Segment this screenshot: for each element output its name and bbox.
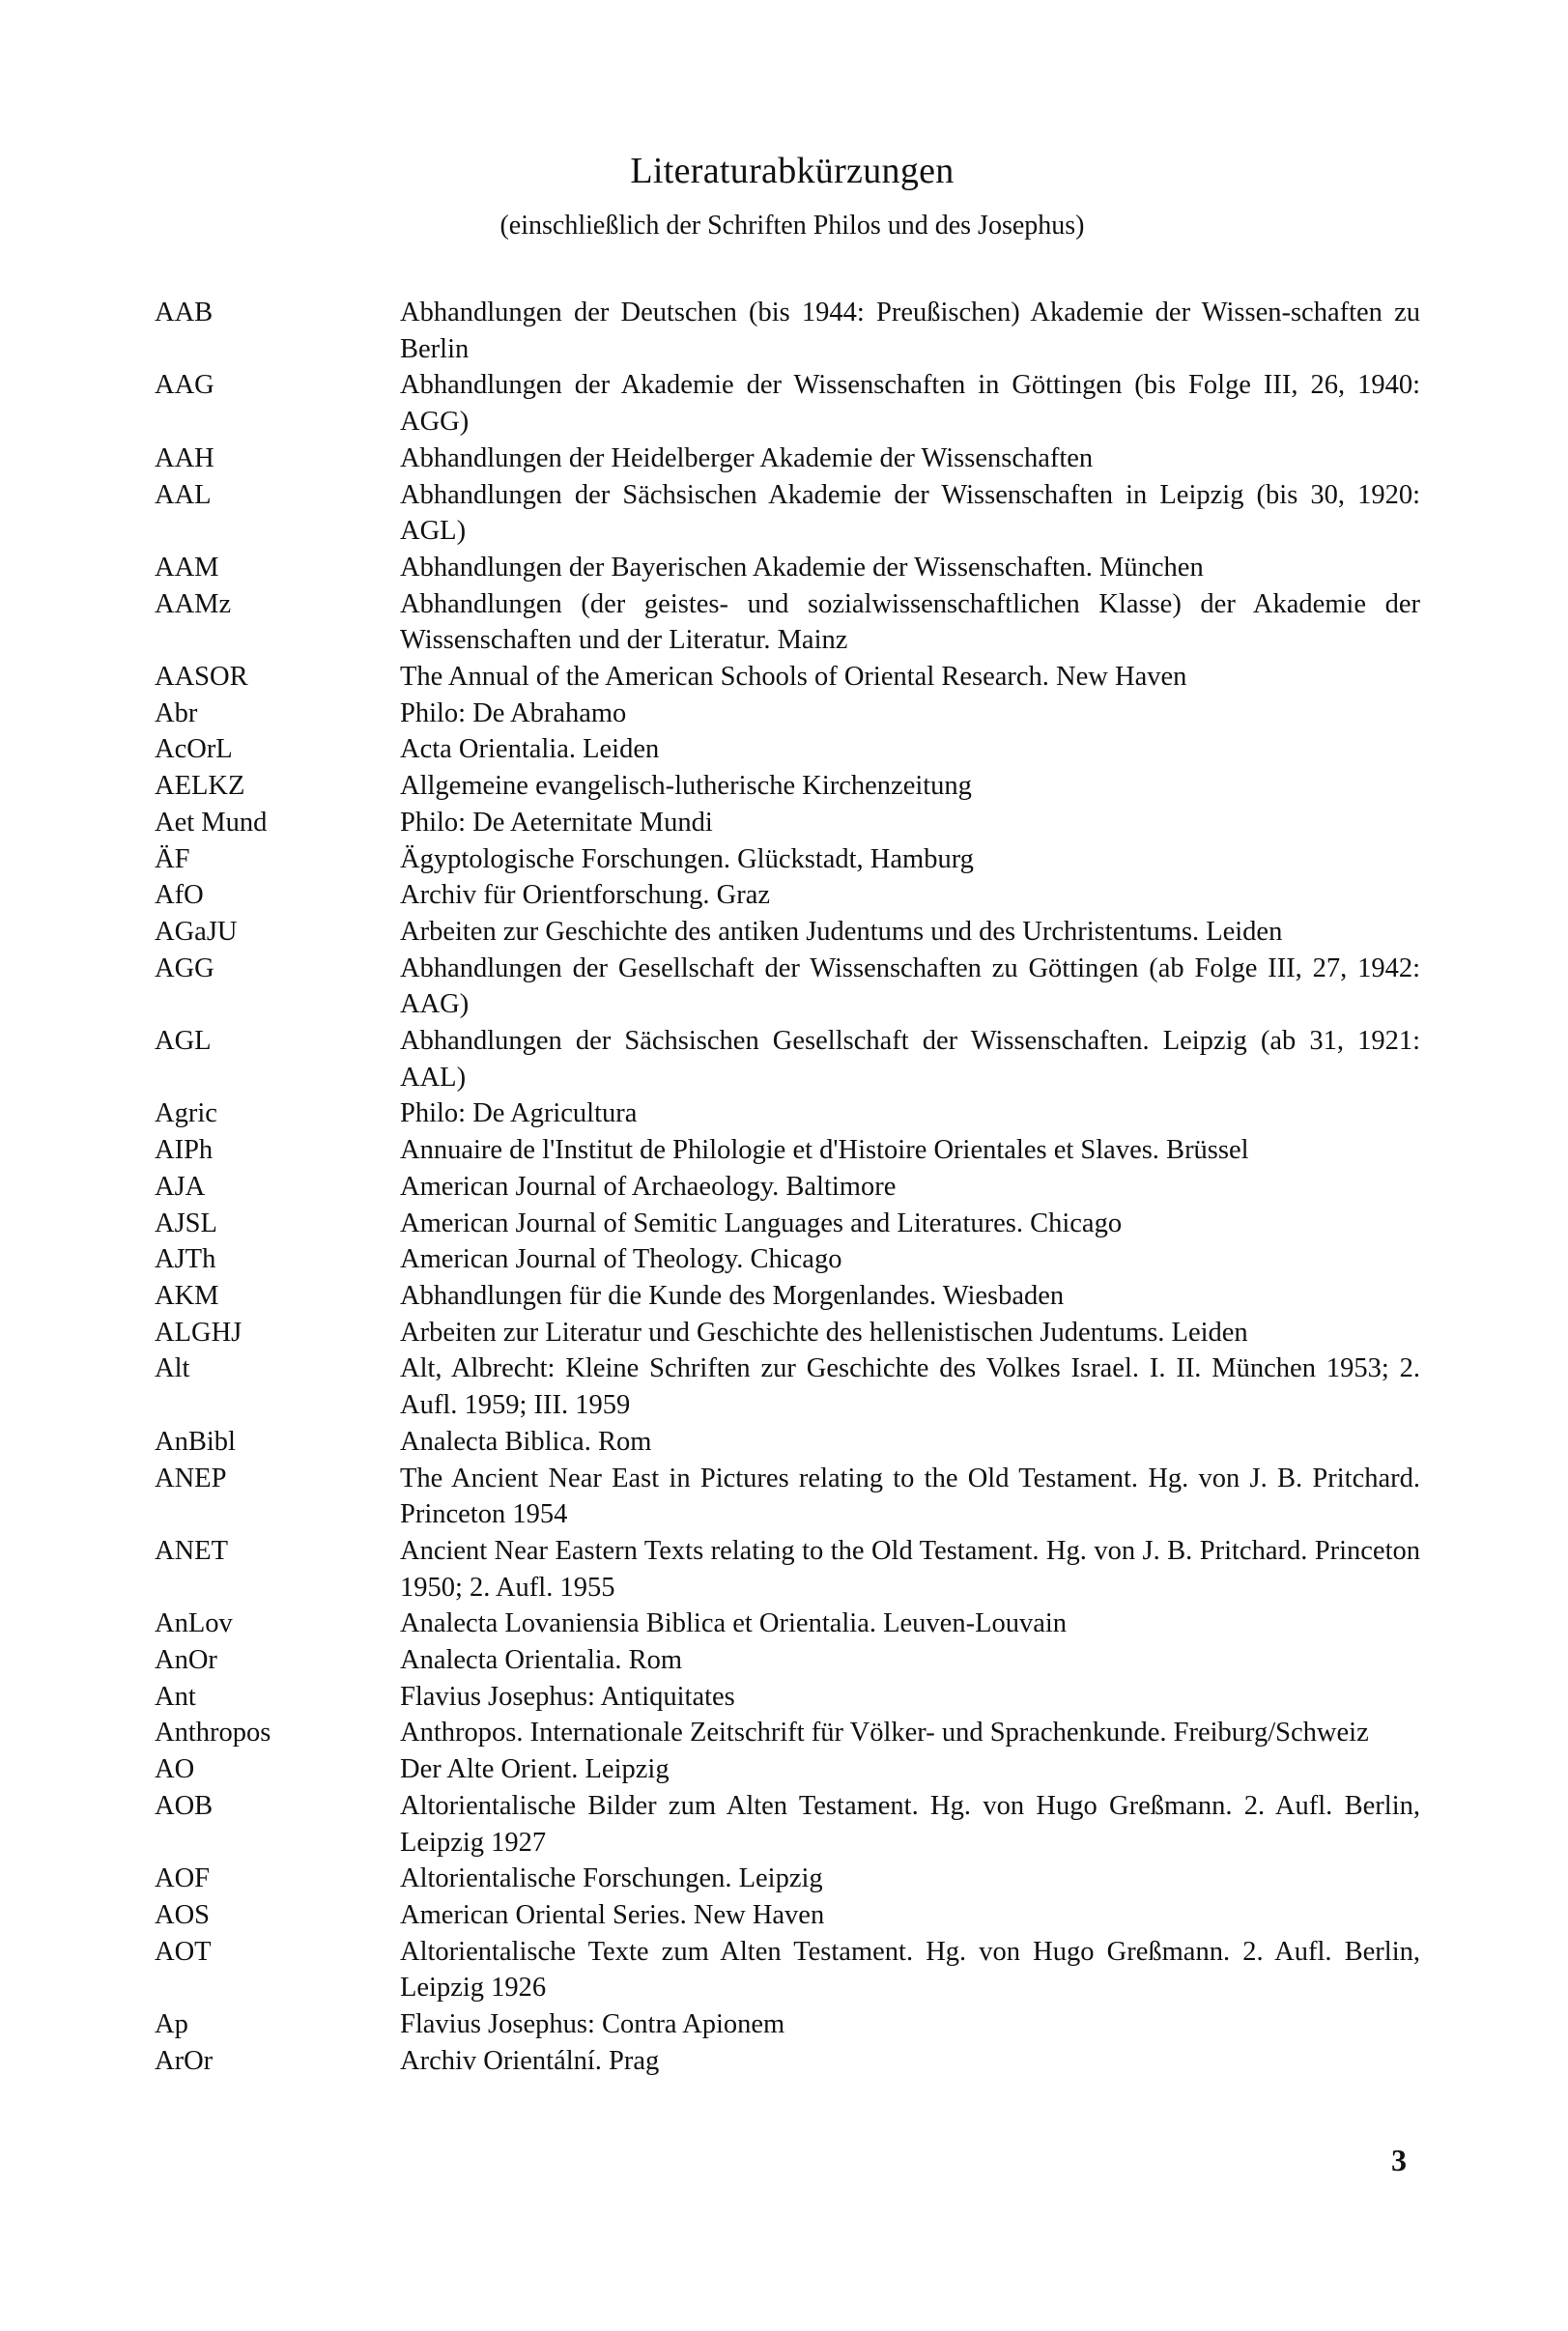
abbreviation-term: AASOR [155,662,248,693]
abbreviation-term: AAL [155,479,212,510]
abbreviation-entry [155,951,1420,1023]
abbreviation-description: Altorientalische Forschungen. Leipzig [400,1863,823,1894]
abbreviation-term: ANET [155,1535,228,1566]
abbreviation-entry [155,1132,1420,1169]
abbreviation-entry [155,441,1420,477]
abbreviation-description: Flavius Josephus: Antiquitates [400,1681,735,1712]
abbreviation-term: ArOr [155,2045,214,2076]
abbreviation-term: AAM [155,552,219,583]
abbreviation-term: Agric [155,1098,217,1129]
abbreviation-description: Abhandlungen der Heidelberger Akademie der Wissenschaften [400,442,1094,473]
abbreviation-description: Abhandlungen der Sächsischen Gesellschaft der Wissenschaften. Leipzig (ab 31, 1921: AAL) [400,1026,1420,1093]
abbreviation-description: Ancient Near Eastern Texts relating to the Old Testament. Hg. von J. B. Pritchard. Princeton 1950; 2. Aufl. 1955 [400,1535,1420,1603]
abbreviation-description: Arbeiten zur Geschichte des antiken Judentums und des Urchristentums. Leiden [400,916,1283,947]
abbreviation-description: American Oriental Series. New Haven [400,1899,825,1930]
abbreviation-description: Analecta Orientalia. Rom [400,1645,683,1676]
abbreviation-entry [155,696,1420,732]
abbreviation-description: American Journal of Semitic Languages and Literatures. Chicago [400,1208,1123,1238]
abbreviation-description: Arbeiten zur Literatur und Geschichte des hellenistischen Judentums. Leiden [400,1317,1248,1348]
abbreviation-term: AnLov [155,1608,233,1639]
abbreviation-entry [155,2006,1420,2043]
abbreviation-entry [155,1897,1420,1934]
abbreviation-term: AJSL [155,1208,217,1238]
abbreviation-term: AJTh [155,1244,216,1275]
abbreviation-entry [155,1461,1420,1533]
abbreviation-description: Anthropos. Internationale Zeitschrift für Völker- und Sprachenkunde. Freiburg/Schweiz [400,1718,1369,1748]
abbreviation-term: ALGHJ [155,1317,242,1348]
abbreviation-term: AnOr [155,1645,217,1676]
abbreviation-entry [155,841,1420,878]
abbreviation-entry [155,659,1420,696]
abbreviation-entry [155,586,1420,659]
abbreviation-entry [155,1278,1420,1315]
abbreviation-entry [155,1533,1420,1606]
abbreviation-term: AJA [155,1171,206,1202]
abbreviation-description: American Journal of Archaeology. Baltimore [400,1171,897,1202]
abbreviation-description: Abhandlungen der Sächsischen Akademie der Wissenschaften in Leipzig (bis 30, 1920: AGL) [400,479,1420,547]
abbreviation-description: The Ancient Near East in Pictures relating to the Old Testament. Hg. von J. B. Pritchard. Princeton 1954 [400,1463,1420,1530]
abbreviation-description: Alt, Albrecht: Kleine Schriften zur Geschichte des Volkes Israel. I. II. München 1953; 2. Aufl. 1959; III. 1959 [400,1353,1420,1421]
abbreviation-entry [155,1095,1420,1132]
abbreviation-term: AOF [155,1863,211,1894]
abbreviation-term: ÄF [155,843,190,874]
page-title: Literaturabkürzungen [630,151,955,191]
abbreviation-description: Altorientalische Bilder zum Alten Testament. Hg. von Hugo Greßmann. 2. Aufl. Berlin, Leipzig 1927 [400,1790,1420,1858]
abbreviation-term: AIPh [155,1135,214,1166]
abbreviation-entry [155,768,1420,805]
abbreviation-entry [155,731,1420,768]
abbreviation-term: ANEP [155,1463,227,1493]
abbreviation-term: AAH [155,442,214,473]
abbreviation-entry [155,805,1420,841]
abbreviation-term: AfO [155,880,204,911]
abbreviation-term: AOB [155,1790,214,1821]
abbreviation-description: Allgemeine evangelisch-lutherische Kirchenzeitung [400,771,972,802]
abbreviation-entry [155,1206,1420,1242]
abbreviation-entry [155,1788,1420,1861]
abbreviation-entry [155,1350,1420,1423]
abbreviation-term: AGL [155,1026,212,1057]
abbreviation-term: Ap [155,2009,188,2040]
abbreviation-entry [155,1023,1420,1095]
abbreviation-entry [155,877,1420,914]
abbreviation-term: AcOrL [155,734,233,765]
abbreviation-entry [155,1715,1420,1751]
abbreviation-entry [155,1424,1420,1461]
abbreviation-entry [155,2043,1420,2080]
abbreviation-term: AAB [155,298,214,327]
abbreviation-description: Flavius Josephus: Contra Apionem [400,2009,785,2040]
abbreviation-description: Analecta Lovaniensia Biblica et Orientalia. Leuven-Louvain [400,1608,1068,1639]
abbreviation-entry [155,1169,1420,1206]
abbreviation-term: AOS [155,1899,211,1930]
abbreviation-description: Analecta Biblica. Rom [400,1426,652,1457]
abbreviation-description: Abhandlungen der Akademie der Wissenschaften in Göttingen (bis Folge III, 26, 1940: AGG) [400,370,1420,438]
abbreviation-description: Philo: De Agricultura [400,1098,638,1129]
abbreviation-term: AAG [155,370,214,401]
abbreviation-description: Abhandlungen der Deutschen (bis 1944: Preußischen) Akademie der Wissen-schaften zu Berlin [400,298,1420,364]
abbreviation-entry [155,1934,1420,2006]
abbreviation-term: AKM [155,1280,219,1311]
page-subtitle: (einschließlich der Schriften Philos und des Josephus) [499,211,1085,241]
abbreviation-entry [155,1315,1420,1351]
abbreviation-term: Abr [155,697,198,728]
abbreviation-description: Ägyptologische Forschungen. Glückstadt, Hamburg [400,843,974,874]
page-number: 3 [1391,2143,1407,2177]
abbreviation-description: Abhandlungen der Gesellschaft der Wissenschaften zu Göttingen (ab Folge III, 27, 1942: AAG) [400,952,1420,1020]
abbreviation-description: American Journal of Theology. Chicago [400,1244,842,1275]
abbreviation-description: Altorientalische Texte zum Alten Testament. Hg. von Hugo Greßmann. 2. Aufl. Berlin, Leipzig 1926 [400,1936,1420,2004]
abbreviation-description: Abhandlungen (der geistes- und sozialwissenschaftlichen Klasse) der Akademie der Wissenschaften und der Literatur. Mainz [400,588,1420,656]
abbreviation-description: Archiv Orientální. Prag [400,2045,660,2076]
abbreviation-entry [155,477,1420,550]
abbreviation-entry [155,1642,1420,1679]
abbreviation-description: Der Alte Orient. Leipzig [400,1754,670,1785]
abbreviation-description: Abhandlungen der Bayerischen Akademie der Wissenschaften. München [400,552,1204,583]
abbreviation-entry [155,550,1420,586]
abbreviation-term: Aet Mund [155,807,268,838]
abbreviation-entry [155,914,1420,951]
abbreviation-term: AnBibl [155,1426,236,1457]
abbreviation-term: AAMz [155,588,232,619]
abbreviation-entry [155,367,1420,440]
abbreviation-entry [155,1679,1420,1716]
abbreviation-description: The Annual of the American Schools of Oriental Research. New Haven [400,662,1187,693]
abbreviation-description: Annuaire de l'Institut de Philologie et d'Histoire Orientales et Slaves. Brüssel [400,1135,1249,1166]
abbreviation-description: Archiv für Orientforschung. Graz [400,880,771,911]
abbreviation-description: Philo: De Abrahamo [400,697,627,728]
abbreviation-description: Philo: De Aeternitate Mundi [400,807,713,838]
abbreviation-entry [155,1861,1420,1897]
abbreviation-entry [155,1606,1420,1642]
abbreviation-description: Abhandlungen für die Kunde des Morgenlandes. Wiesbaden [400,1280,1065,1311]
abbreviation-entry [155,295,1420,367]
abbreviation-list [155,295,1420,2079]
abbreviation-term: AO [155,1754,195,1785]
abbreviation-entry [155,1241,1420,1278]
abbreviation-entry [155,1751,1420,1788]
abbreviation-term: AGaJU [155,916,238,947]
abbreviation-term: AGG [155,952,214,983]
abbreviation-term: Anthropos [155,1718,271,1748]
abbreviation-term: AOT [155,1936,212,1967]
abbreviation-description: Acta Orientalia. Leiden [400,734,660,765]
abbreviation-term: Ant [155,1681,196,1712]
abbreviation-term: AELKZ [155,771,245,802]
abbreviation-term: Alt [155,1353,190,1384]
